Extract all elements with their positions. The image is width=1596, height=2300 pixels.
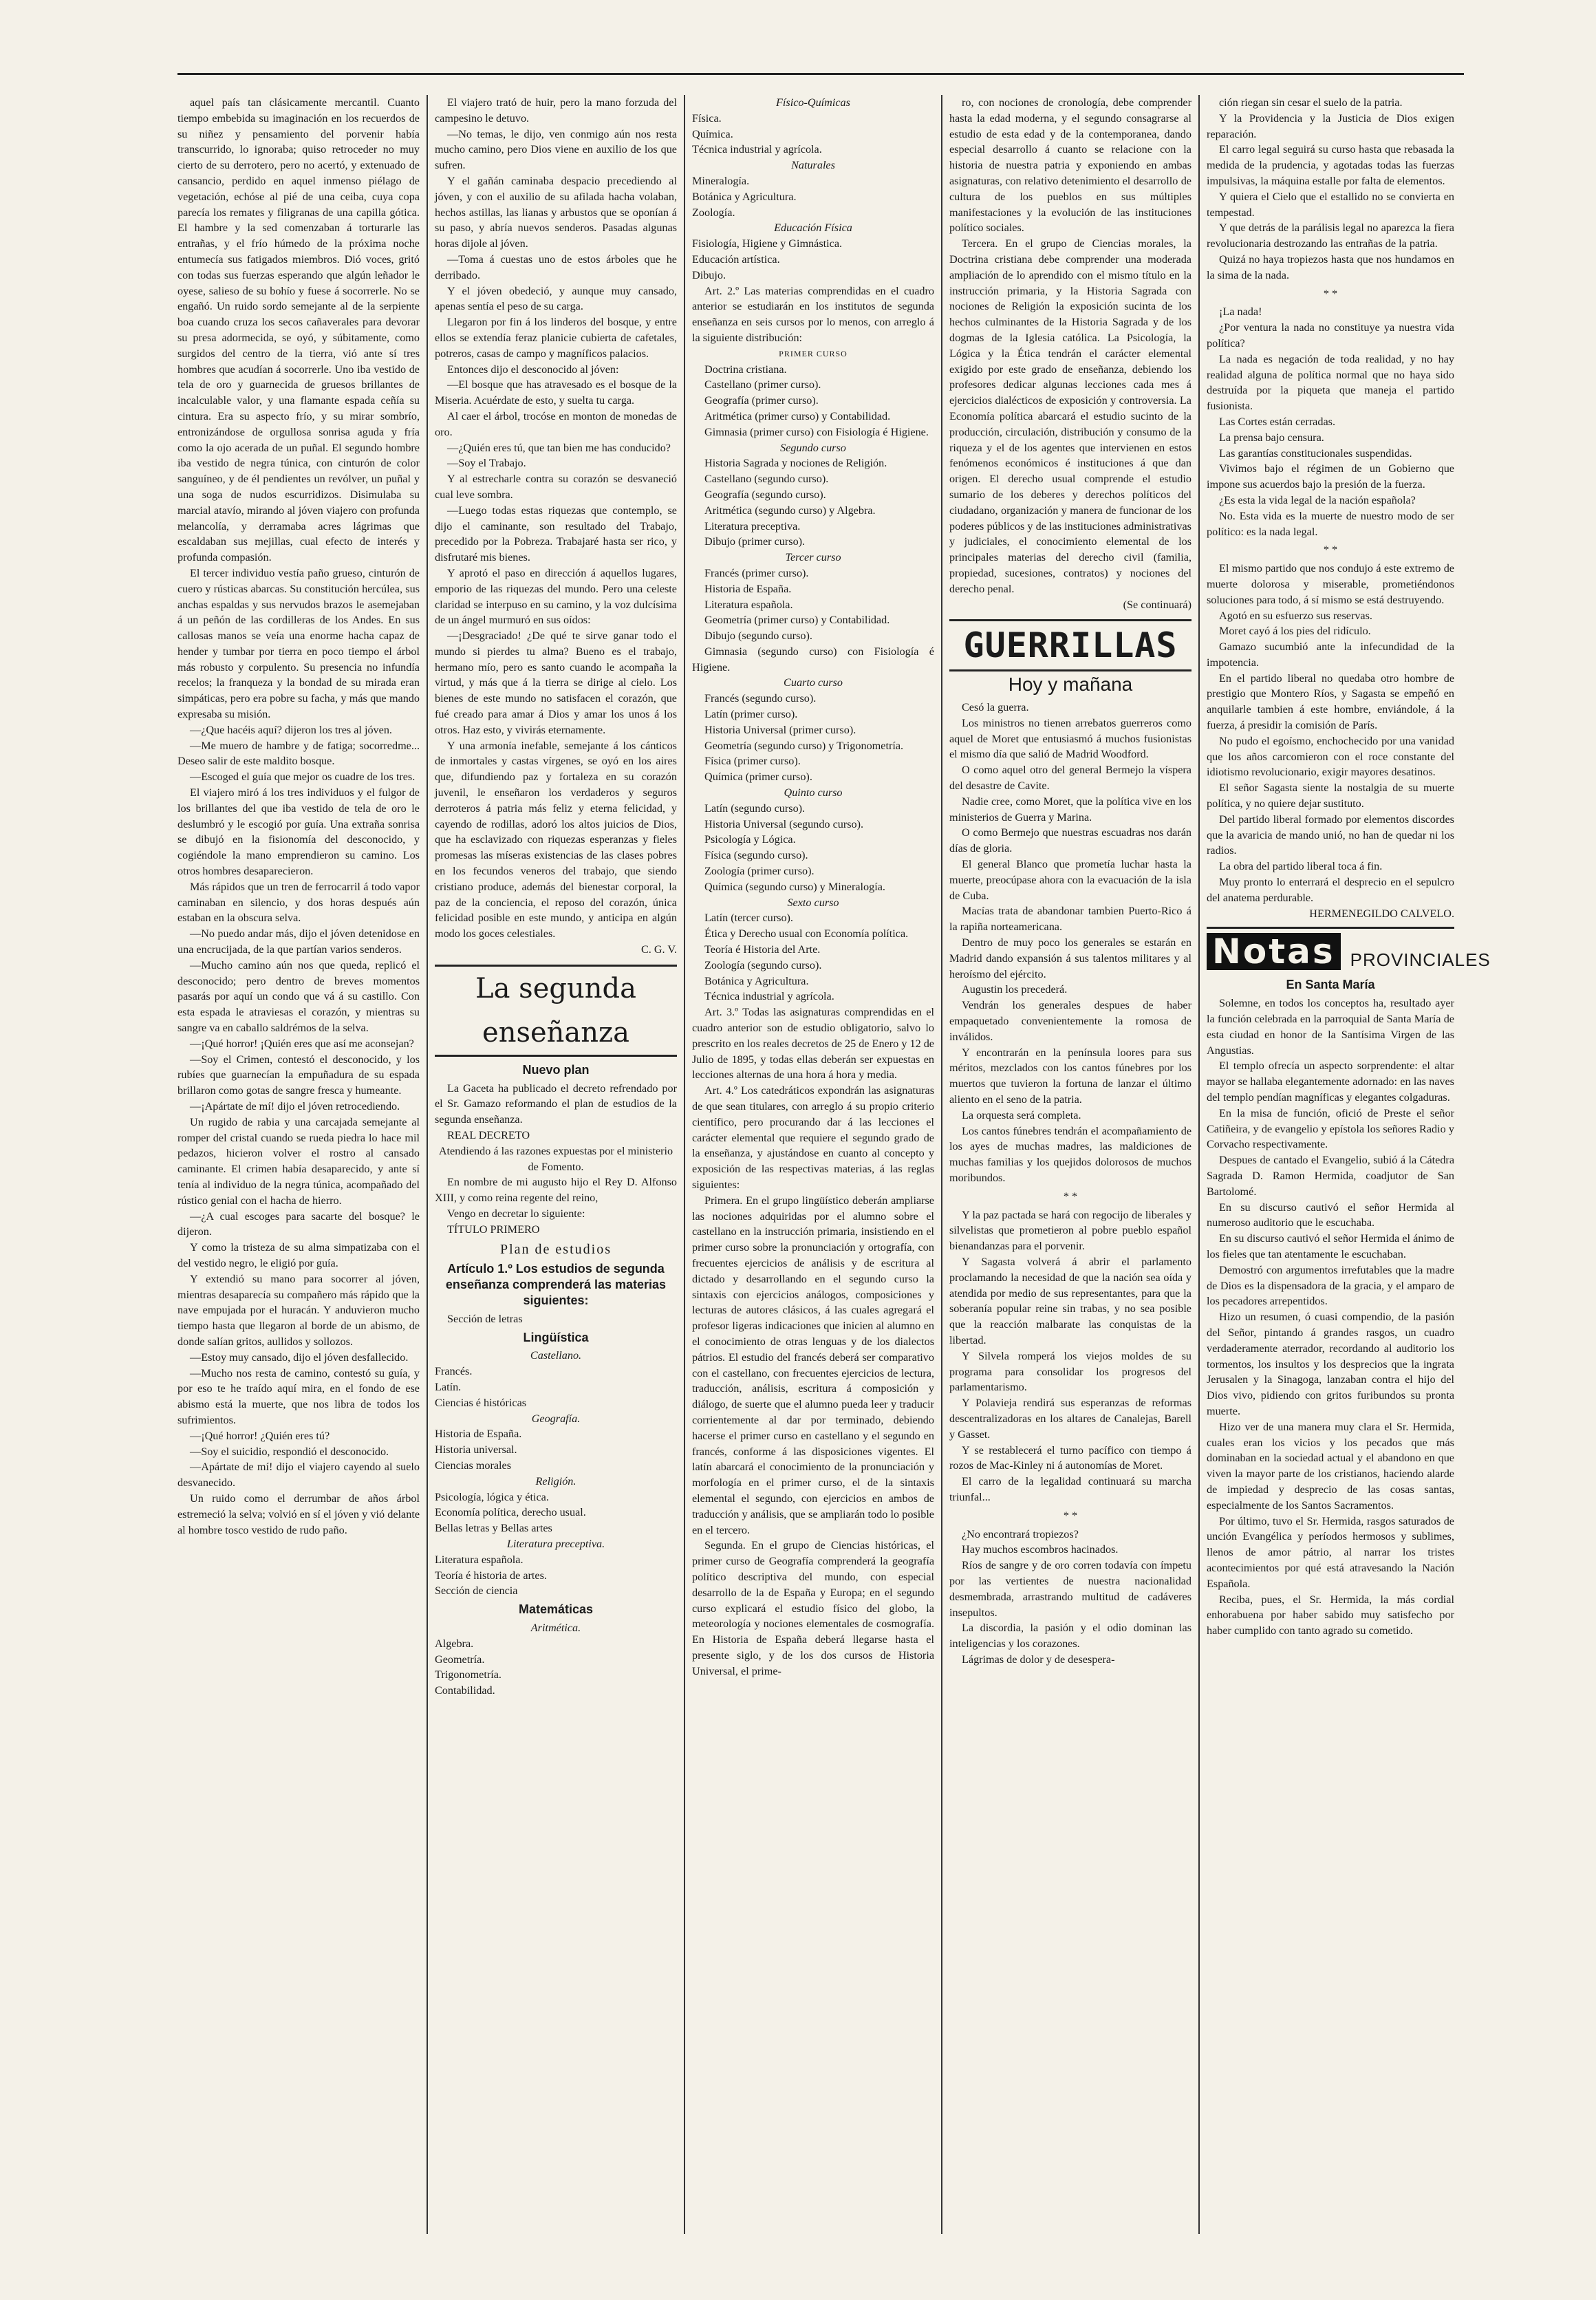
paragraph: Y Silvela romperá los viejos moldes de su programa para consolidar los progresos del parlamentarismo. xyxy=(949,1349,1191,1394)
guerrillas-heading xyxy=(949,619,1191,671)
paragraph: Técnica industrial y agrícola. xyxy=(692,143,822,156)
top-rule xyxy=(177,73,1464,75)
paragraph: Religión. xyxy=(535,1474,576,1487)
paragraph: Quizá no haya tropiezos hasta que nos hundamos en la sima de la nada. xyxy=(1207,252,1454,281)
segunda-ensenanza-heading xyxy=(435,965,677,1057)
paragraph: Vengo en decretar lo siguiente: xyxy=(447,1207,585,1220)
paragraph: —¿Que hacéis aquí? dijeron los tres al jóven. xyxy=(190,723,392,736)
paragraph: Trigonometría. xyxy=(435,1668,502,1681)
paragraph: Geometría (segundo curso) y Trigonometría. xyxy=(704,739,904,752)
paragraph: Por último, tuvo el Sr. Hermida, rasgos saturados de unción Evangélica y períodos hermosos y sublimes, llenos de amor pátrio, al narrar los tristes acontecimientos por qué está atravesando la Nación Española. xyxy=(1207,1514,1454,1590)
provinciales-label: PROVINCIALES xyxy=(1350,949,1491,971)
paragraph: Literatura española. xyxy=(435,1553,524,1566)
paragraph: Matemáticas xyxy=(518,1602,594,1617)
paragraph: En la misa de función, ofició de Preste el señor Catiñeira, y de evangelio y epístola los señores Radio y Corvacho respectivamente. xyxy=(1207,1106,1454,1151)
column-3 xyxy=(692,95,934,2234)
paragraph: Segunda. En el grupo de Ciencias históricas, el primer curso de Geografía comprenderá la geografía político descriptiva del mundo, con especial desarrollo de la de España y Europa; en el segundo curso explicará el estudio físico del globo, la meteorología y nociones elementales de cosmografía. En Historia de España deberá llegarse hasta el presente siglo, y de los dos cursos de Historia Universal, el prime- xyxy=(692,1539,934,1677)
paragraph: Moret cayó á los pies del ridículo. xyxy=(1219,625,1371,638)
paragraph: Psicología, lógica y ética. xyxy=(435,1490,549,1503)
paragraph: —Me muero de hambre y de fatiga; socorredme... Deseo salir de este maldito bosque. xyxy=(177,739,420,768)
paragraph: Gimnasia (segundo curso) con Fisiología é Higiene. xyxy=(692,645,934,674)
paragraph: O como aquel otro del general Bermejo la víspera del desastre de Cavite. xyxy=(949,764,1191,793)
paragraph: ¿No encontrará tropiezos? xyxy=(962,1527,1079,1540)
paragraph: El carro legal seguirá su curso hasta que rebasada la medida de la prudencia, y agotadas todas las fuerzas impulsivas, la máquina estalle por falta de elementos. xyxy=(1207,143,1454,187)
paragraph: Del partido liberal formado por elementos discordes que la avaricia de mando unió, no han de quedar ni los radios. xyxy=(1207,813,1454,857)
column-1 xyxy=(177,95,420,2234)
paragraph: Psicología y Lógica. xyxy=(704,833,796,846)
notas-heading xyxy=(1207,927,1491,973)
paragraph: Historia de España. xyxy=(704,582,792,595)
paragraph: Sección de ciencia xyxy=(435,1584,518,1598)
paragraph: El viajero trató de huir, pero la mano forzuda del campesino le detuvo. xyxy=(435,96,677,125)
paragraph: Aritmética (segundo curso) y Algebra. xyxy=(704,504,876,517)
paragraph: Geografía (primer curso). xyxy=(704,394,819,407)
paragraph: Literatura española. xyxy=(704,598,793,611)
paragraph: Cesó la guerra. xyxy=(962,701,1029,714)
paragraph: —Mucho nos resta de camino, contestó su guía, y por eso te he traído aquí mira, en el fondo de ese abismo está la muerte, que nos libra de todos los sufrimientos. xyxy=(177,1366,420,1426)
paragraph: La prensa bajo censura. xyxy=(1219,431,1324,444)
paragraph: Historia universal. xyxy=(435,1443,517,1457)
paragraph: Artículo 1.º Los estudios de segunda enseñanza comprenderá las materias siguientes: xyxy=(445,1262,667,1307)
paragraph: Atendiendo á las razones expuestas por el ministerio de Fomento. xyxy=(438,1144,673,1173)
paragraph: Y como la tristeza de su alma simpatizaba con el del vestido negro, le eligió por guía. xyxy=(177,1241,420,1269)
paragraph: Art. 4.º Los catedráticos expondrán las asignaturas de que sean titulares, con arreglo á su propio criterio científico, pero procurando dar á las lecciones el carácter elemental que requiere el segundo grado de la enseñanza, y ajustándose en cuanto al concepto y exposición de las respectivas materias, á las reglas siguientes: xyxy=(692,1084,934,1191)
paragraph: Sección de letras xyxy=(447,1312,523,1325)
paragraph: Hizo ver de una manera muy clara el Sr. Hermida, cuales eran los vicios y los pecados que más dominaban en la sociedad actual y el abandono en que viven la mayor parte de los cristianos, haciendo alarde de impiedad y desprecio de las cosas santas, especialmente de los Santos Sacramentos. xyxy=(1207,1420,1454,1512)
paragraph: ¿Es esta la vida legal de la nación española? xyxy=(1219,493,1416,506)
paragraph: Química (segundo curso) y Mineralogía. xyxy=(704,880,885,893)
col3-text xyxy=(692,95,934,1679)
paragraph: Art. 2.º Las materias comprendidas en el cuadro anterior se estudiarán en los institutos de segunda enseñanza en seis cursos por lo menos, con arreglo á la siguiente distribución: xyxy=(692,284,934,344)
paragraph: —¡Qué horror! ¿Quién eres tú? xyxy=(190,1429,330,1442)
paragraph: En su discurso cautivó el señor Hermida el ánimo de los fieles que tan atentamente le escuchaban. xyxy=(1207,1232,1454,1260)
col4-continuation xyxy=(949,95,1191,612)
paragraph: Hay muchos escombros hacinados. xyxy=(962,1543,1119,1556)
paragraph: Las Cortes están cerradas. xyxy=(1219,415,1335,428)
paragraph: Entonces dijo el desconocido al jóven: xyxy=(447,363,619,376)
paragraph: aquel país tan clásicamente mercantil. Cuanto tiempo embebida su imaginación en los recuerdos de su niñez y pensamiento del porvenir había transcurrido, lo ignoraba; quiso retroceder no muy cierto de su derrotero, pero no acertó, y extenuado de cansancio, perdido en aquel inmenso piélago de vegetación, echóse al pié de una ceiba, cuya copa parecía los remates y filigranas de una capilla gótica. El hambre y la sed comenzaban á torturarle las entrañas, y el frío húmedo de la próxima noche entumecía sus fatigados miembros. Dió voces, gritó con todas sus fuerzas esperando que algún leñador le oyese, salieso de su bohío y fuese á socorrerle. No se engañó. Un ruido sordo semejante al de la serpiente boa cuando cruza los secos cañaverales para devorar su presa adormecida, se oyó, y súbitamente, como surgidos del centro de la tierra, vió ante sí tres hombres que acudían á socorrerle. Uno iba vestido de tela de oro y guarnecida de gruesos brillantes de incalculable valor, y una flamante espada ceñía su cintura. Era su aspecto frío, y su mirar sombrío, entronizándose de orgullosa sonrisa aguda y fría como la ojo acerada de un puñal. El segundo hombre iba vestido de negra túnica, con cinturón de color sanguíneo, y de él pendientes un revólver, un puñal y una soga de nudos escurridizos. Disimulaba su marcial atavío, mirando al jóven viajero con profunda melancolía, y derramaba acres lágrimas que escaldaban sus mejillas, cual efecto de interés y profunda compasión. xyxy=(177,96,420,564)
paragraph: Nadie cree, como Moret, que la política vive en los ministerios de Guerra y Marina. xyxy=(949,795,1191,824)
paragraph: Zoología. xyxy=(692,206,735,219)
paragraph: Vivimos bajo el régimen de un Gobierno que impone sus acuerdos bajo la presión de la fuerza. xyxy=(1207,462,1454,491)
column-divider xyxy=(1198,95,1200,2234)
paragraph: En el partido liberal no quedaba otro hombre de prestigio que Montero Ríos, y Sagasta se empeñó en anquilarle tambien á este hombre, enviándole, á la fuerza, á presidir la comisión de París. xyxy=(1207,671,1454,732)
paragraph: Y el gañán caminaba despacio precediendo al jóven, y con el auxilio de su afilada hacha volaban, hechos astillas, las lianas y arbustos que se oponían á su paso, y abría nuevos senderos. Pasadas algunas horas dijole al jóven. xyxy=(435,174,677,250)
paragraph: ro, con nociones de cronología, debe comprender hasta la edad moderna, y el segundo consagrarse al estudio de esta edad y de la contemporanea, dando especial desarrollo á cuanto se relacione con la historia de nuestra patria y exponiendo en ambas asignaturas, con relativo detenimiento el desarrollo de cultura de los pueblos en sus múltiples manifestaciones y la evolución de las instituciones político sociales. xyxy=(949,96,1191,235)
paragraph: Aritmética (primer curso) y Contabilidad. xyxy=(704,409,891,422)
paragraph: Doctrina cristiana. xyxy=(704,363,787,376)
paragraph: Ética y Derecho usual con Economía política. xyxy=(704,927,909,941)
paragraph: Latín (primer curso). xyxy=(704,708,798,721)
paragraph: Tercera. En el grupo de Ciencias morales, la Doctrina cristiana debe comprender una moderada ampliación de lo aprendido con el mismo título en la instrucción primaria, y la Historia Sagrada con nociones de Religión la exposición sucinta de los hechos culminantes de la Historia Sagrada y de los dogmas de la Iglesia católica. La Psicología, la Lógica y la Ética tendrán el carácter elemental exigido por este grado de enseñanza, debiendo los profesores dedicar algunas lecciones cada mes á ejercicios dialécticos de exposición y controversia. La Economía política abarcará el estudio sucinto de la producción, circulación, distribución y consumo de la riqueza y el de los agentes que intervienen en estos fenómenos económicos é instituciones á que dan origen. El derecho usual comprende el estudio sumario de los deberes y derechos políticos del ciudadano, organización y manera de funcionar de los poderes públicos y de las instituciones administrativas y judiciales, el conocimiento elemental de los principales materias del derecho civil (familia, propiedad, sucesiones, contratos) y nociones del derecho penal. xyxy=(949,237,1191,595)
paragraph: Zoología (segundo curso). xyxy=(704,958,822,971)
column-divider xyxy=(427,95,428,2234)
paragraph: —¿Quién eres tú, que tan bien me has conducido? xyxy=(447,441,671,454)
paragraph: O como Bermejo que nuestras escuadras nos darán días de gloria. xyxy=(949,826,1191,855)
paragraph: Dibujo (segundo curso). xyxy=(704,630,812,643)
paragraph: Geometría (primer curso) y Contabilidad. xyxy=(704,614,890,627)
paragraph: Física (primer curso). xyxy=(704,755,801,768)
paragraph: Un ruido como el derrumbar de años árbol estremeció la selva; volvió en sí el jóven y vió delante al hombre tosco vestido de rudo paño. xyxy=(177,1492,420,1536)
paragraph: No. Esta vida es la muerte de nuestro modo de ser político: es la nada legal. xyxy=(1207,509,1454,538)
paragraph: —No temas, le dijo, ven conmigo aún nos resta mucho camino, pero Dios viene en auxilio de los que sufren. xyxy=(435,127,677,172)
paragraph: Geografía (segundo curso). xyxy=(704,488,826,501)
column-divider xyxy=(684,95,685,2234)
paragraph: Dibujo (primer curso). xyxy=(704,535,806,548)
paragraph: —Luego todas estas riquezas que contemplo, se dijo el caminante, son resultado del Trabajo, precedido por la Pobreza. Trabajaré hasta ser rico, y disfrutaré mis bienes. xyxy=(435,504,677,564)
paragraph: * * xyxy=(1323,287,1338,300)
paragraph: El mismo partido que nos condujo á este extremo de muerte dolorosa y miserable, prometiéndonos soluciones para todo, á sí mismo se está destruyendo. xyxy=(1207,562,1454,606)
col1-text xyxy=(177,95,420,1538)
paragraph: Muy pronto lo enterrará el desprecio en el sepulcro del anatema perdurable. xyxy=(1207,876,1454,904)
paragraph: Gimnasia (primer curso) con Fisiología é Higiene. xyxy=(704,425,929,438)
paragraph: Educación artística. xyxy=(692,252,780,266)
paragraph: Historia Universal (primer curso). xyxy=(704,723,856,736)
paragraph: (Se continuará) xyxy=(1123,598,1191,611)
paragraph: Literatura preceptiva. xyxy=(506,1537,605,1550)
paragraph: —¡Desgraciado! ¿De qué te sirve ganar todo el mundo si pierdes tu alma? Bueno es el trabajo, hermano mío, pero es santo cuando le acompaña la virtud, y más que á la tierra se dirige al cielo. Los bienes de este mundo no satisfacen el corazón, que fué creado para amar á Dios y amar los unos á los otros. Haz esto, y vivirás eternamente. xyxy=(435,630,677,736)
paragraph: Ríos de sangre y de oro corren todavía con ímpetu por las vertientes de nuestra nacionalidad desmembrada, arrastrando multitud de cadáveres insepultos. xyxy=(949,1559,1191,1619)
paragraph: Dentro de muy poco los generales se estarán en Madrid dando expansión á sus talentos militares y al heroísmo del ejército. xyxy=(949,936,1191,980)
paragraph: Ciencias morales xyxy=(435,1459,512,1472)
paragraph: Historia Sagrada y nociones de Religión. xyxy=(704,457,887,470)
paragraph: Físico-Químicas xyxy=(776,96,850,109)
paragraph: Art. 3.º Todas las asignaturas comprendidas en el cuadro anterior son de estudio obligatorio, salvo lo prescrito en los reales decretos de 25 de Enero y 12 de Julio de 1895, y todas ellas deberán ser expuestas en lecciones alternas de una hora á hora y media. xyxy=(692,1006,934,1082)
paragraph: Sexto curso xyxy=(787,896,839,909)
paragraph: Historia Universal (segundo curso). xyxy=(704,817,864,830)
paragraph: HERMENEGILDO CALVELO. xyxy=(1309,907,1454,920)
paragraph: Y Sagasta volverá á abrir el parlamento proclamando la necesidad de que la nación sea oída y atendida por medio de sus representantes, para que la soberanía popular reine sin trabas, y no sea posible que la reacción malbarate las conquistas de la libertad. xyxy=(949,1255,1191,1346)
paragraph: —El bosque que has atravesado es el bosque de la Miseria. Acuérdate de esto, y suelta tu carga. xyxy=(435,378,677,407)
guerrillas-title: GUERRILLAS xyxy=(963,625,1178,666)
paragraph: Educación Física xyxy=(774,222,852,235)
paragraph: Y la paz pactada se hará con regocijo de liberales y silvelistas que prometieron al pobre pueblo español bienandanzas para el porvenir. xyxy=(949,1208,1191,1253)
paragraph: No pudo el egoísmo, enchochecido por una vanidad que los años carcomieron con el roce constante del idiotismo revolucionario, exigir mayores desatinos. xyxy=(1207,734,1454,779)
paragraph: Francés. xyxy=(435,1365,473,1378)
paragraph: Primera. En el grupo lingüístico deberán ampliarse las nociones adquiridas por el alumno sobre el castellano en la instrucción primaria, insistiendo en el primer curso sobre la pronunciación y ortografía, con frecuentes ejercicios de análisis y de escritura al dictado y desarrollando en el segundo curso la sintaxis con ejercicios análogos, composiciones y lecturas de autores clásicos, á las cuales agregará el profesor ligeras indicaciones que inicien al alumno en el conocimiento de otras lenguas y de los dialectos pátrios. El estudio del francés deberá ser comparativo con el castellano, con frecuentes ejercicios de lectura, traducción, análisis, escritura á composición y diálogo, de suerte que el alumno pueda leer y traducir corrientemente al dar por terminado, debiendo hacerse el primer curso en castellano y el segundo en francés, conforme á las disposiciones vigentes. El latín abarcará el conocimiento de la pronunciación y morfología en el primer curso, el de la sintaxis elemental el segundo, con ejercicios en ambos de traducción y análisis, que se ampliarán todo lo posible en el tercero. xyxy=(692,1194,934,1536)
paragraph: Demostró con argumentos irrefutables que la madre de Dios es la dispensadora de la gracia, y el amparo de los pecadores arrepentidos. xyxy=(1207,1263,1454,1308)
paragraph: Gamazo sucumbió ante la infecundidad de la impotencia. xyxy=(1207,641,1454,669)
paragraph: Los cantos fúnebres tendrán el acompañamiento de los ayes de muchas madres, las maldiciones de muchas familias y los quejidos dolorosos de muchos moribundos. xyxy=(949,1124,1191,1184)
column-5 xyxy=(1207,95,1491,2234)
paragraph: Los ministros no tienen arrebatos guerreros como aquel de Moret que entusiasmó á muchos fusionistas el mismo día que salió de Madrid Woodford. xyxy=(949,716,1191,761)
paragraph: Despues de cantado el Evangelio, subió á la Cátedra Sagrada D. Ramon Hermida, coadjutor de San Bartolomé. xyxy=(1207,1154,1454,1198)
paragraph: —Soy el Crimen, contestó el desconocido, y los rubíes que guarnecían la empuñadura de su espada brillaron como gotas de sangre fresca y humeante. xyxy=(177,1053,420,1097)
column-4 xyxy=(949,95,1191,2234)
paragraph: Llegaron por fin á los linderos del bosque, y entre ellos se extendía feraz planicie cubierta de cafetales, potreros, casas de campo y magníficos palacios. xyxy=(435,316,677,360)
paragraph: Las garantías constitucionales suspendidas. xyxy=(1219,447,1412,460)
column-divider xyxy=(941,95,942,2234)
paragraph: REAL DECRETO xyxy=(447,1129,530,1142)
paragraph: * * xyxy=(1063,1190,1078,1203)
paragraph: Mineralogía. xyxy=(692,174,750,187)
paragraph: Francés (primer curso). xyxy=(704,566,809,579)
paragraph: Y aprotó el paso en dirección á aquellos lugares, emporio de las riquezas del mundo. Pero una celeste claridad se interpuso en su camino, y la voz dulcísima de un ángel murmuró en sus oídos: xyxy=(435,566,677,627)
paragraph: Fisiología, Higiene y Gimnástica. xyxy=(692,237,843,250)
paragraph: Solemne, en todos los conceptos ha, resultado ayer la función celebrada en la parroquial de Santa María de esta ciudad en honor de la Santísima Virgen de las Angustias. xyxy=(1207,997,1454,1057)
paragraph: Nuevo plan xyxy=(522,1062,590,1077)
paragraph: Y Polavieja rendirá sus esperanzas de reformas descentralizadoras en los altares de Canalejas, Barell y Gasset. xyxy=(949,1397,1191,1441)
paragraph: Química (primer curso). xyxy=(704,771,812,784)
col4-guerrillas-text xyxy=(949,700,1191,1668)
paragraph: ción riegan sin cesar el suelo de la patria. xyxy=(1219,96,1403,109)
paragraph: Economía política, derecho usual. xyxy=(435,1506,586,1519)
paragraph: Botánica y Agricultura. xyxy=(692,190,797,203)
paragraph: Geometría. xyxy=(435,1653,485,1666)
paragraph: El tercer individuo vestía paño grueso, cinturón de cuero y rústicas abarcas. Su constitución hercúlea, sus anchas espaldas y sus nervudos brazos le asemejaban á un peñón de las cordilleras de los Andes. En sus callosas manos se veía una enorme hacha capaz de hender y tumbar por tierra en poco tiempo el árbol más robusto y corpulento. Su presencia no infundía recelos; la franqueza y la bondad de su mirada eran simpáticas, pero era pobre su facha, y más que mando expresaba su misión. xyxy=(177,566,420,721)
paragraph: Latín (tercer curso). xyxy=(704,912,793,925)
paragraph: Naturales xyxy=(791,159,835,172)
paragraph: Teoría é Historia del Arte. xyxy=(704,943,821,956)
paragraph: Hizo un resumen, ó cuasi compendio, de la pasión del Señor, pintando á grandes rasgos, un cuadro verdaderamente aterrador, recordando al auditorio los tormentos, los insultos y los desprecios que la ingrata Jerusalen y la Sinagoga, lanzaban contra el hijo del Dios vivo, pidiendo con gritos furibundos su pronta muerte. xyxy=(1207,1311,1454,1417)
paragraph: Agotó en su esfuerzo sus reservas. xyxy=(1219,609,1372,622)
paragraph: —Soy el Trabajo. xyxy=(447,457,526,470)
paragraph: Y que detrás de la parálisis legal no aparezca la fiera revolucionaria destrozando las entrañas de la patria. xyxy=(1207,222,1454,250)
paragraph: —Apártate de mí! dijo el viajero cayendo al suelo desvanecido. xyxy=(177,1461,420,1490)
paragraph: —¡Apártate de mí! dijo el jóven retrocediendo. xyxy=(190,1100,400,1113)
paragraph: Historia de España. xyxy=(435,1428,522,1441)
paragraph: PRIMER CURSO xyxy=(779,348,848,358)
paragraph: Zoología (primer curso). xyxy=(704,865,815,878)
paragraph: En nombre de mi augusto hijo el Rey D. Alfonso XIII, y como reina regente del reino, xyxy=(435,1176,677,1205)
paragraph: Literatura preceptiva. xyxy=(704,519,801,533)
paragraph: —Mucho camino aún nos que queda, replicó el desconocido; pero dentro de breves momentos pasarás por aquí un condo que vá á su castillo. Con esta espada le atraviesas el corazón, y mientras su sangre va en caballo saldrémos de la selva. xyxy=(177,958,420,1035)
paragraph: Y una armonía inefable, semejante á los cánticos de inmortales y castas vírgenes, se oyó en los aires que, difundiendo paz y fortaleza en su corazón juvenil, le enseñaron los verdaderos y seguros derroteros á patria más feliz y eterna felicidad, y cayendo de rodillas, adoró los altos juicios de Dios, que ha esclavizado con riquezas esperanzas y fieles promesas las míseras existencias de las clases pobres en los fecundos veneros del trabajo, que siendo cristiano produce, además del bienestar corporal, la paz de la conciencia, el reposo del corazón, única felicidad posible en este mundo, y anticipa en algún modo los goces celestiales. xyxy=(435,739,677,941)
paragraph: Aritmética. xyxy=(530,1621,581,1634)
paragraph: La obra del partido liberal toca á fin. xyxy=(1219,860,1383,873)
paragraph: Geografía. xyxy=(531,1412,581,1425)
paragraph: Plan de estudios xyxy=(500,1241,612,1257)
paragraph: —Toma á cuestas uno de estos árboles que he derribado. xyxy=(435,252,677,281)
paragraph: —No puedo andar más, dijo el jóven detenidose en una encrucijada, de la que partían varios senderos. xyxy=(177,927,420,956)
paragraph: Química. xyxy=(692,127,733,140)
paragraph: Augustin los precederá. xyxy=(962,983,1068,996)
paragraph: El templo ofrecía un aspecto sorprendente: el altar mayor se hallaba elegantemente adornado: en las naves del templo pendían magníficas y elegantes colgaduras. xyxy=(1207,1060,1454,1104)
segunda-ensenanza-title: La segunda enseñanza xyxy=(475,972,636,1049)
paragraph: Lágrimas de dolor y de desespera- xyxy=(962,1653,1115,1666)
paragraph: * * xyxy=(1323,544,1338,557)
paragraph: Al caer el árbol, trocóse en monton de monedas de oro. xyxy=(435,409,677,438)
paragraph: Castellano (primer curso). xyxy=(704,378,821,391)
paragraph: * * xyxy=(1063,1509,1078,1522)
paragraph: Vendrán los generales despues de haber empaquetado convenientemente la romosa de inválidos. xyxy=(949,999,1191,1043)
paragraph: —¿A cual escoges para sacarte del bosque? le dijeron. xyxy=(177,1210,420,1238)
paragraph: Tercer curso xyxy=(785,551,841,564)
paragraph: La nada es negación de toda realidad, y no hay realidad alguna de política normal que no haya sido destruída por la piqueta que maneja el partido fusionista. xyxy=(1207,352,1454,413)
paragraph: Dibujo. xyxy=(692,268,726,281)
section-heading: En Santa María xyxy=(1286,978,1375,992)
col5-text xyxy=(1207,95,1454,921)
paragraph: —¡Qué horror! ¡Quién eres que así me aconsejan? xyxy=(190,1037,414,1050)
paragraph: Más rápidos que un tren de ferrocarril á todo vapor caminaban en silencio, y dos horas después aún estaban en la obscura selva. xyxy=(177,880,420,925)
paragraph: El carro de la legalidad continuará su marcha triunfal... xyxy=(949,1475,1191,1503)
paragraph: Y al estrecharle contra su corazón se desvaneció cual leve sombra. xyxy=(435,473,677,501)
paragraph: El señor Sagasta siente la nostalgia de su muerte política, y no quiere dejar sustituto. xyxy=(1207,782,1454,810)
paragraph: Latín. xyxy=(435,1380,462,1393)
paragraph: Física (segundo curso). xyxy=(704,849,808,862)
paragraph: Física. xyxy=(692,111,722,125)
paragraph: El general Blanco que prometía luchar hasta la muerte, preocúpase ahora con la evacuación de la isla de Cuba. xyxy=(949,858,1191,902)
paragraph: Técnica industrial y agrícola. xyxy=(704,990,834,1003)
paragraph: Contabilidad. xyxy=(435,1684,495,1697)
paragraph: El viajero miró á los tres individuos y el fulgor de los brillantes del que iba vestido de tela de oro le deslumbró y le escogió por guía. Una extraña sonrisa se dibujó en la fisionomía del desconocido, y cogiéndole la mano emprendieron su camino. Los otros hombres desaparecieron. xyxy=(177,786,420,878)
paragraph: Quinto curso xyxy=(784,786,843,799)
guerrillas-subtitle: Hoy y mañana xyxy=(1008,674,1133,696)
paragraph: Y la Providencia y la Justicia de Dios exigen reparación. xyxy=(1207,111,1454,140)
paragraph: Castellano. xyxy=(530,1349,582,1362)
paragraph: —Escoged el guía que mejor os cuadre de los tres. xyxy=(190,771,416,784)
col5-notas-text xyxy=(1207,996,1454,1639)
paragraph: Macías trata de abandonar tambien Puerto-Rico á la rapiña norteamericana. xyxy=(949,905,1191,934)
paragraph: ¡La nada! xyxy=(1219,305,1262,319)
paragraph: Un rugido de rabia y una carcajada semejante al romper del cristal cuando se rueda piedra lo hace mil pedazos, hicieron volver el rostro al cansado caminante. El crimen había desaparecido, y ante sí tenía al individuo de la negra túnica, acompañado del rústico genial con el hacha de hierro. xyxy=(177,1115,420,1207)
paragraph: TÍTULO PRIMERO xyxy=(447,1223,540,1236)
col2-decree xyxy=(435,1062,677,1699)
paragraph: Algebra. xyxy=(435,1637,474,1650)
col2-text xyxy=(435,95,677,958)
paragraph: Y quiera el Cielo que el estallido no se convierta en tempestad. xyxy=(1207,190,1454,219)
paragraph: Y extendió su mano para socorrer al jóven, mientras desaparecía su compañero más rápido que la nave empujada por el huracán. Y anduvieron mucho tiempo hasta que llegaron al borde de un abismo, de donde salían gritos, aullidos y sollozos. xyxy=(177,1272,420,1348)
paragraph: Cuarto curso xyxy=(784,676,843,689)
paragraph: Ciencias é históricas xyxy=(435,1396,527,1409)
paragraph: Y el jóven obedeció, y aunque muy cansado, apenas sentía el peso de su carga. xyxy=(435,284,677,313)
paragraph: Y encontrarán en la península loores para sus méritos, mezclados con los cantos fúnebres por los muertos que tuvieron la fortuna de lanzar el último aliento en el seno de la patria. xyxy=(949,1046,1191,1106)
paragraph: —Soy el suicidio, respondió el desconocido. xyxy=(190,1445,389,1458)
paragraph: La discordia, la pasión y el odio dominan las inteligencias y los corazones. xyxy=(949,1622,1191,1651)
paragraph: C. G. V. xyxy=(640,943,677,956)
notas-title: Notas xyxy=(1207,933,1341,970)
paragraph: Lingüística xyxy=(523,1330,589,1344)
paragraph: —Estoy muy cansado, dijo el jóven desfallecido. xyxy=(190,1351,409,1364)
column-2 xyxy=(435,95,677,2234)
paragraph: Latín (segundo curso). xyxy=(704,802,806,815)
paragraph: Reciba, pues, el Sr. Hermida, la más cordial enhorabuena por haber sabido muy satisfecho por haber cumplido con tanto agrado su cometido. xyxy=(1207,1593,1454,1637)
paragraph: Castellano (segundo curso). xyxy=(704,473,829,486)
paragraph: Bellas letras y Bellas artes xyxy=(435,1522,552,1535)
paragraph: Y se restablecerá el turno pacífico con tiempo á rozos de Mac-Kinley ni á autonomías de Moret. xyxy=(949,1443,1191,1472)
paragraph: En su discurso cautivó el señor Hermida al numeroso auditorio que le escuchaba. xyxy=(1207,1201,1454,1229)
paragraph: La Gaceta ha publicado el decreto refrendado por el Sr. Gamazo reformando el plan de estudios de la segunda enseñanza. xyxy=(435,1082,677,1126)
paragraph: Teoría é historia de artes. xyxy=(435,1569,547,1582)
paragraph: La orquesta será completa. xyxy=(962,1108,1081,1121)
paragraph: Segundo curso xyxy=(780,441,846,454)
paragraph: Botánica y Agricultura. xyxy=(704,974,809,987)
paragraph: Francés (segundo curso). xyxy=(704,692,817,705)
paragraph: ¿Por ventura la nada no constituye ya nuestra vida política? xyxy=(1207,321,1454,350)
